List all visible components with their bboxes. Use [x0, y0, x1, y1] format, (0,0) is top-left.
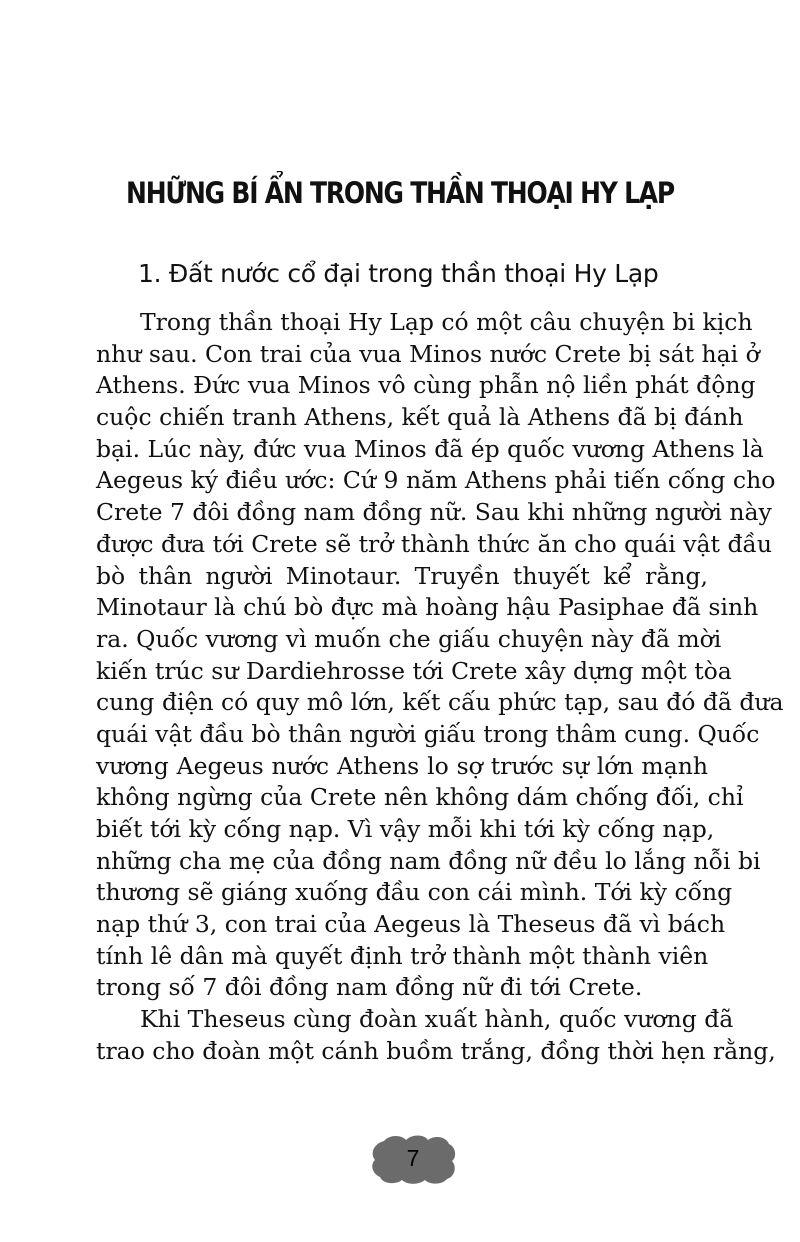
text-line: bò thân người Minotaur. Truyền thuyết kể rằng, [96, 561, 708, 590]
text-line: kiến trúc sư Dardiehrosse tới Crete xây dựng một tòa [96, 656, 732, 685]
text-line: cuộc chiến tranh Athens, kết quả là Athens đã bị đánh [96, 403, 744, 432]
text-line: cung điện có quy mô lớn, kết cấu phức tạp, sau đó đã đưa [96, 688, 784, 717]
chapter-title: NHỮNG BÍ ẨN TRONG THẦN THOẠI HY LẠP [126, 176, 674, 210]
text-line: những cha mẹ của đồng nam đồng nữ đều lo lắng nỗi bi [96, 846, 761, 875]
text-line: trong số 7 đôi đồng nam đồng nữ đi tới Crete. [96, 973, 643, 1002]
text-line: Aegeus ký điều ước: Cứ 9 năm Athens phải tiến cống cho [96, 466, 776, 495]
text-line: biết tới kỳ cống nạp. Vì vậy mỗi khi tới kỳ cống nạp, [96, 815, 715, 843]
text-line: Athens. Đức vua Minos vô cùng phẫn nộ liền phát động [96, 371, 756, 400]
text-line: không ngừng của Crete nên không dám chống đối, chỉ [96, 783, 744, 812]
text-line: quái vật đầu bò thân người giấu trong thâm cung. Quốc [96, 719, 760, 748]
section-heading: 1. Đất nước cổ đại trong thần thoại Hy Lạp [138, 259, 659, 288]
text-line: bại. Lúc này, đức vua Minos đã ép quốc vương Athens là [96, 434, 764, 463]
text-line: Crete 7 đôi đồng nam đồng nữ. Sau khi những người này [96, 498, 772, 527]
text-line: ra. Quốc vương vì muốn che giấu chuyện này đã mời [96, 624, 722, 653]
text-line: tính lê dân mà quyết định trở thành một thành viên [96, 941, 709, 970]
text-line: như sau. Con trai của vua Minos nước Crete bị sát hại ở [96, 339, 760, 368]
text-line: được đưa tới Crete sẽ trở thành thức ăn cho quái vật đầu [96, 529, 773, 558]
text-line: Minotaur là chú bò đực mà hoàng hậu Pasiphae đã sinh [96, 593, 759, 622]
text-line: vương Aegeus nước Athens lo sợ trước sự lớn mạnh [96, 751, 708, 780]
body-text [96, 307, 784, 1068]
text-line: Trong thần thoại Hy Lạp có một câu chuyện bi kịch [140, 308, 753, 336]
text-line: Khi Theseus cùng đoàn xuất hành, quốc vương đã [140, 1005, 734, 1034]
text-line: trao cho đoàn một cánh buồm trắng, đồng thời hẹn rằng, [96, 1036, 776, 1065]
page-number: 7 [406, 1145, 420, 1171]
text-line: thương sẽ giáng xuống đầu con cái mình. Tới kỳ cống [96, 878, 733, 907]
page-number-badge [370, 1133, 456, 1185]
text-line: nạp thứ 3, con trai của Aegeus là Theseus đã vì bách [96, 910, 726, 939]
